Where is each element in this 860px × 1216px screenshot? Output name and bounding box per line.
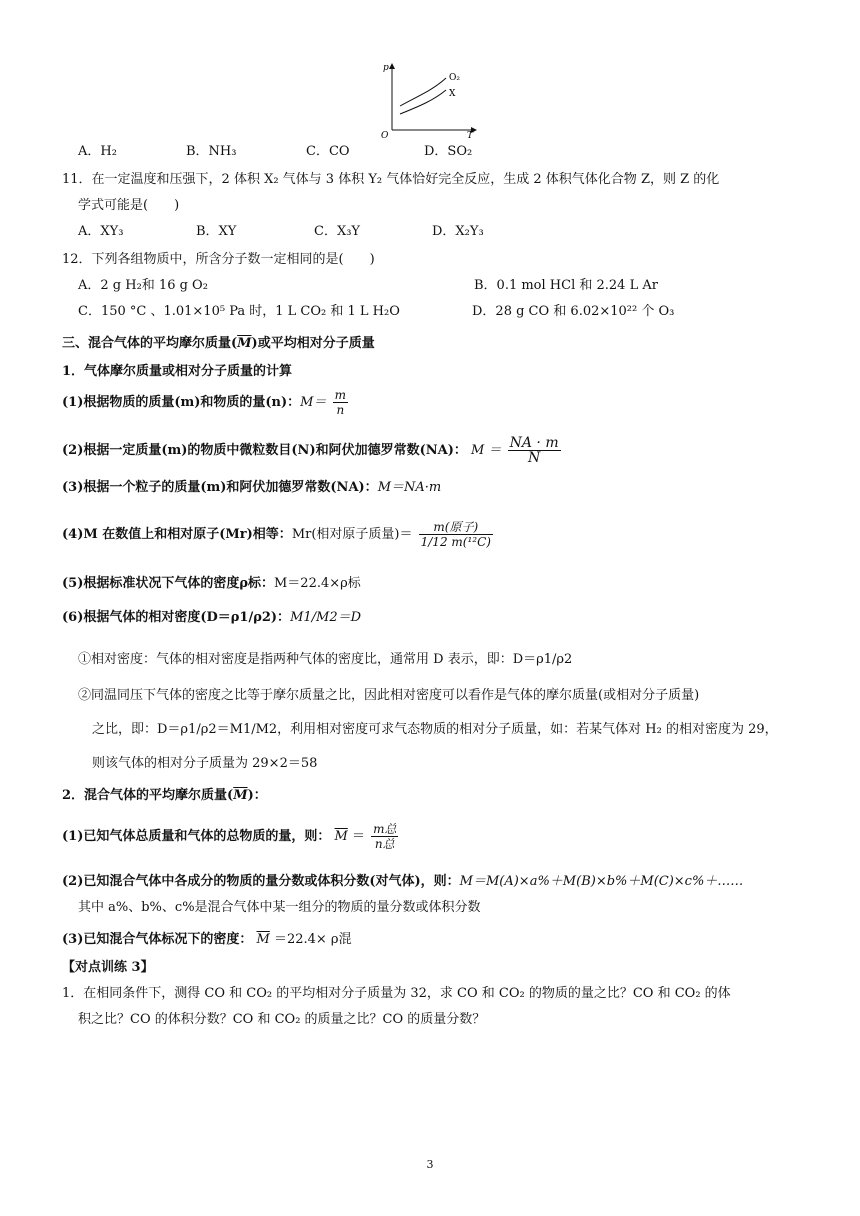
q10-option-a: A．H₂ (78, 144, 117, 159)
q11-option-c: C．X₃Y (314, 224, 360, 239)
note-2-line3: 则该气体的相对分子质量为 29×2＝58 (92, 756, 318, 771)
origin-label: O (381, 131, 389, 140)
formula-1: (1)根据物质的质量(m)和物质的量(n)：M＝ $\frac{m}{n}$ (62, 388, 347, 417)
subsection-1-title: 1．气体摩尔质量或相对分子质量的计算 (62, 364, 293, 379)
curve-o2-label: O₂ (449, 73, 460, 83)
note-2-line1: ②同温同压下气体的密度之比等于摩尔质量之比，因此相对密度可以看作是气体的摩尔质量(或相对分子质量) (78, 688, 700, 703)
training-q1-line2: 积之比？CO 的体积分数？CO 和 CO₂ 的质量之比？CO 的质量分数？ (78, 1012, 486, 1027)
q12-option-a: A．2 g H₂和 16 g O₂ (78, 278, 208, 293)
mix-formula-3: (3)已知混合气体标况下的密度： $\overline{M} =22.4\times \rho$混 (62, 932, 352, 947)
mix-formula-1: (1)已知气体总质量和气体的总物质的量，则： $\overline{M}$ ＝ $\frac{\text{m总}}{\text{n总}}$ (62, 822, 397, 851)
mix-formula-2-note: 其中 a%、b%、c%是混合气体中某一组分的物质的量分数或体积分数 (78, 900, 481, 915)
q12-option-c: C．150 °C 、1.01×10⁵ Pa 时，1 L CO₂ 和 1 L H₂O (78, 304, 400, 319)
formula-3: (3)根据一个粒子的质量(m)和阿伏加德罗常数(NA)：M＝NA·m (62, 480, 442, 495)
q12-stem: 12．下列各组物质中，所含分子数一定相同的是( ) (62, 252, 375, 267)
formula-6: (6)根据气体的相对密度(D＝ρ1/ρ2)：M1/M2＝D (62, 610, 362, 625)
axis-p-label: p (383, 63, 389, 73)
note-relative-density: ①相对密度：气体的相对密度是指两种气体的密度比，通常用 D 表示，即：D＝ρ1/ρ2 (78, 652, 573, 667)
q10-option-c: C．CO (306, 144, 350, 159)
q12-option-b: B．0.1 mol HCl 和 2.24 L Ar (474, 278, 658, 293)
mix-formula-2: (2)已知混合气体中各成分的物质的量分数或体积分数(对气体)，则：M＝M(A)×a%＋M(B)×b%＋M(C)×c%＋…… (62, 874, 744, 889)
q10-option-b: B．NH₃ (186, 144, 237, 159)
q12-option-d: D．28 g CO 和 6.02×10²² 个 O₃ (472, 304, 675, 319)
formula-2: (2)根据一定质量(m)的物质中微粒数目(N)和阿伏加德罗常数(NA)： M ＝ $\frac{NA \cdot m}{N}$ (62, 435, 559, 466)
training-title: 【对点训练 3】 (62, 960, 154, 975)
q11-option-a: A．XY₃ (78, 224, 124, 239)
subsection-2-title: 2．混合气体的平均摩尔质量$(\overline{M})$： (62, 788, 267, 803)
page-number: 3 (426, 1158, 434, 1171)
q11-stem-line1: 11．在一定温度和压强下，2 体积 X₂ 气体与 3 体积 Y₂ 气体恰好完全反应，生成 2 体积气体化合物 Z，则 Z 的化 (62, 172, 720, 187)
q11-stem-line2: 学式可能是( ) (78, 198, 180, 213)
formula-4: (4)M 在数值上和相对原子(Mr)相等：Mr(相对原子质量)＝ $\frac{\text{m(原子)}}{\text{1/12 m(¹²C)}}$ (62, 520, 491, 549)
formula-5: (5)根据标准状况下气体的密度ρ标：M＝22.4×ρ标 (62, 576, 361, 591)
training-q1-line1: 1．在相同条件下，测得 CO 和 CO₂ 的平均相对分子质量为 32，求 CO 和 CO₂ 的物质的量之比？CO 和 CO₂ 的体 (62, 986, 731, 1001)
q11-option-b: B．XY (196, 224, 237, 239)
pressure-temperature-graph (378, 60, 478, 140)
curve-x-label: X (449, 89, 456, 99)
note-2-line2: 之比，即：D＝ρ1/ρ2＝M1/M2，利用相对密度可求气态物质的相对分子质量，如：若某气体对 H₂ 的相对密度为 29， (92, 722, 778, 737)
axis-t-label: T (467, 131, 474, 140)
q10-option-d: D．SO₂ (424, 144, 473, 159)
section-3-title: 三、混合气体的平均摩尔质量$(\overline{M})$或平均相对分子质量 (62, 336, 375, 351)
q11-option-d: D．X₂Y₃ (432, 224, 484, 239)
